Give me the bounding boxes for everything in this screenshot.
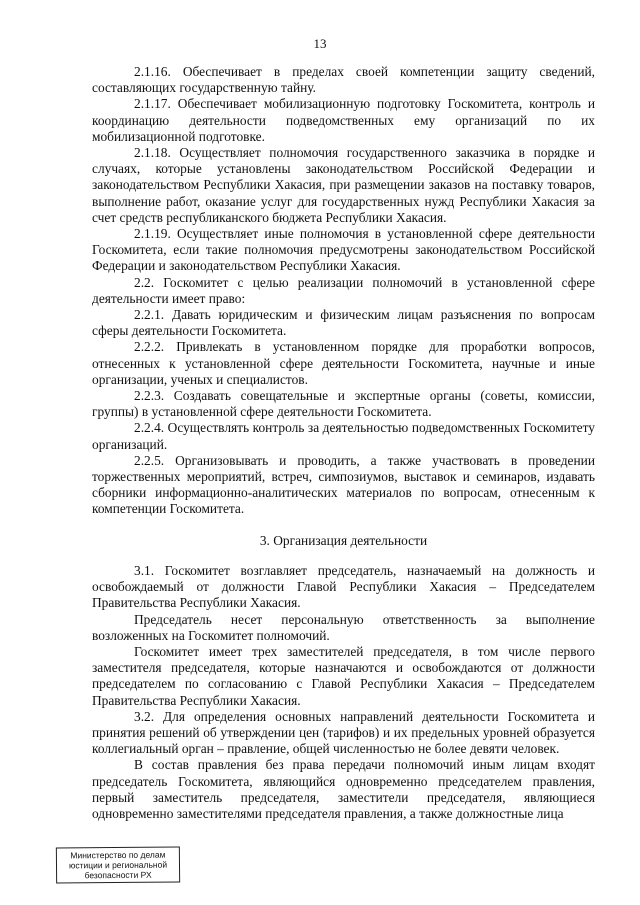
paragraph-deputies: Госкомитет имеет трех заместителей председателя, в том числе первого заместителя председателя, которые назначаются и освобождаются от должности председателем по согласованию с Главой Республики Хакасия – Председателем Правительства Республики Хакасия. [92, 643, 595, 708]
document-body [92, 64, 595, 822]
paragraph-chairman-responsibility: Председатель несет персональную ответственность за выполнение возложенных на Госкомитет полномочий. [92, 611, 595, 643]
paragraph-2-2: 2.2. Госкомитет с целью реализации полномочий в установленной сфере деятельности имеет право: [92, 274, 595, 306]
paragraph-2-2-3: 2.2.3. Создавать совещательные и экспертные органы (советы, комиссии, группы) в установленной сфере деятельности Госкомитета. [92, 388, 595, 420]
paragraph-3-1: 3.1. Госкомитет возглавляет председатель, назначаемый на должность и освобождаемый от должности Главой Республики Хакасия – Председателем Правительства Республики Хакасия. [92, 562, 595, 611]
paragraph-2-1-16: 2.1.16. Обеспечивает в пределах своей компетенции защиту сведений, составляющих государственную тайну. [92, 64, 595, 96]
paragraph-2-2-4: 2.2.4. Осуществлять контроль за деятельностью подведомственных Госкомитету организаций. [92, 420, 595, 452]
paragraph-2-2-2: 2.2.2. Привлекать в установленном порядке для проработки вопросов, отнесенных к установленной сфере деятельности Госкомитета, научные и иные организации, ученых и специалистов. [92, 339, 595, 387]
stamp-line-3: безопасности РХ [84, 869, 152, 881]
paragraph-3-2: 3.2. Для определения основных направлений деятельности Госкомитета и принятия решений об утверждении цен (тарифов) и их предельных уровней образуется коллегиальный орган – правление, общей численностью не более девяти человек. [92, 708, 595, 757]
ministry-stamp [56, 846, 180, 883]
stamp-line-2: юстиции и региональной [68, 859, 168, 871]
paragraph-2-2-5: 2.2.5. Организовывать и проводить, а также участвовать в проведении торжественных мероприятий, встреч, симпозиумов, выставок и семинаров, издавать сборники информационно-аналитических материалов по вопросам, отнесенным к компетенции Госкомитета. [92, 452, 595, 517]
paragraph-2-1-17: 2.1.17. Обеспечивает мобилизационную подготовку Госкомитета, контроль и координацию деятельности подведомственных ему организаций по их мобилизационной подготовке. [92, 96, 595, 144]
section-heading: 3. Организация деятельности [259, 532, 428, 548]
paragraph-2-1-19: 2.1.19. Осуществляет иные полномочия в установленной сфере деятельности Госкомитета, если такие полномочия предусмотрены законодательством Российской Федерации и законодательством Республики Хакасия. [92, 226, 595, 274]
paragraph-board-composition: В состав правления без права передачи полномочий иным лицам входят председатель Госкомитета, являющийся одновременно председателем правления, первый заместитель председателя, заместители председателя, являющиеся одновременно заместителями председателя правления, а также должностные лица [92, 757, 595, 821]
paragraph-2-1-18: 2.1.18. Осуществляет полномочия государственного заказчика в порядке и случаях, которые установлены законодательством Российской Федерации и законодательством Республики Хакасия, при размещении заказов на поставку товаров, выполнение работ, оказание услуг для государственных нужд Республики Хакасия за счет средств республиканского бюджета Республики Хакасия. [92, 145, 595, 225]
paragraph-2-2-1: 2.2.1. Давать юридическим и физическим лицам разъяснения по вопросам сферы деятельности Госкомитета. [92, 307, 595, 339]
stamp-line-1: Министерство по делам [70, 849, 166, 861]
page-number: 13 [313, 36, 327, 51]
